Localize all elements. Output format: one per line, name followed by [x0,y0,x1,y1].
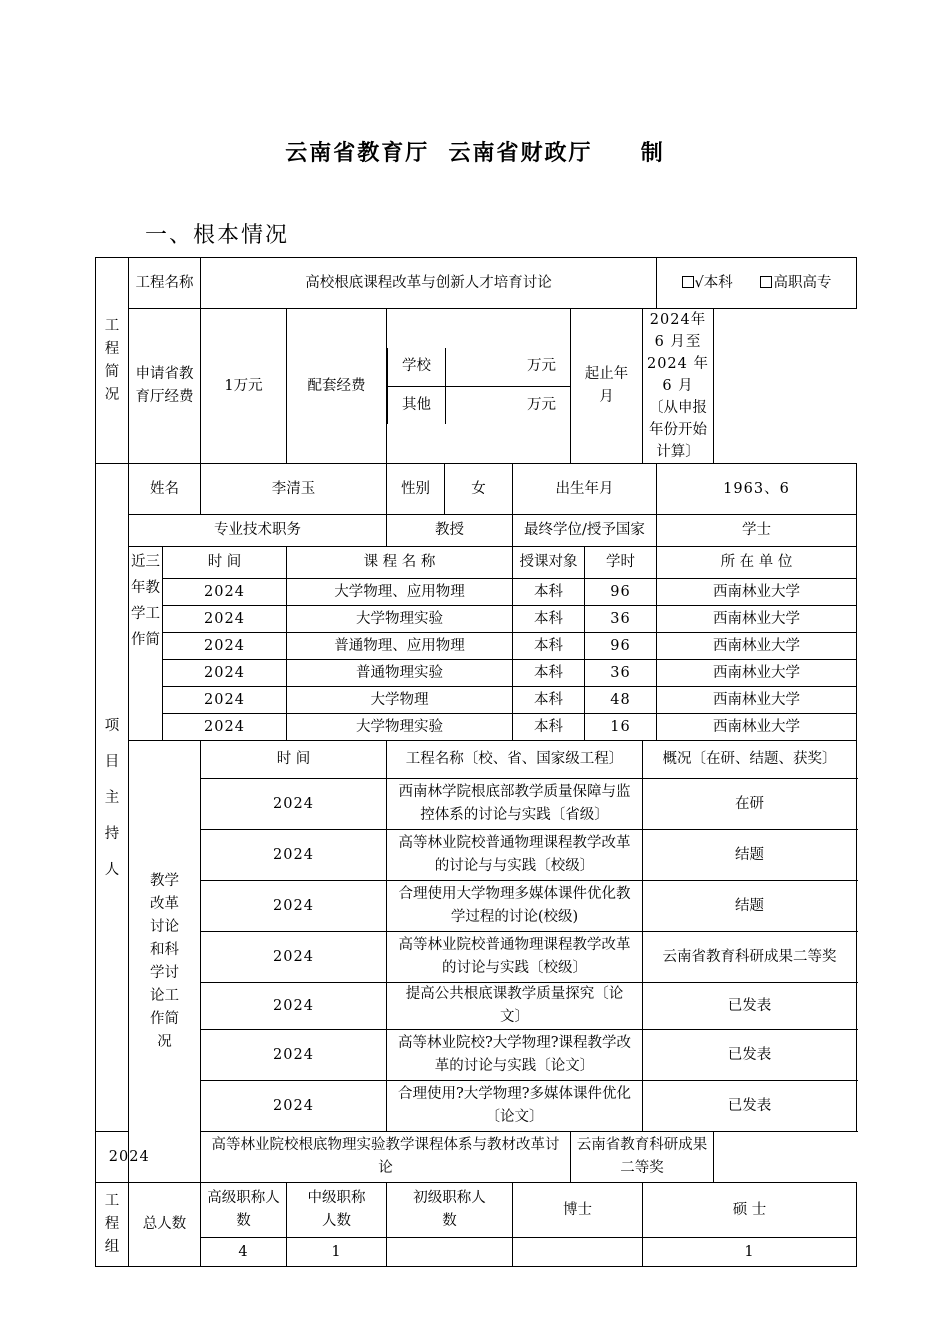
project-name-row [96,258,857,309]
project-name-value: 高校根底课程改革与创新人才培育讨论 [201,258,657,309]
teaching-unit: 西南林业大学 [657,660,857,687]
team-group-label: 工程组 [96,1183,129,1267]
teaching-header-hours: 学时 [585,547,657,579]
teaching-hours: 36 [585,606,657,633]
teaching-time: 2024 [163,687,287,714]
teaching-header-row [96,547,857,579]
teaching-header-time: 时 间 [163,547,287,579]
research-status: 已发表 [643,1030,857,1081]
document-title: 云南省教育厅 云南省财政厅 制 [285,140,665,166]
teaching-hours: 48 [585,687,657,714]
research-status: 已发表 [643,1081,857,1132]
research-time: 2024 [201,830,387,881]
teaching-header-audience: 授课对象 [513,547,585,579]
research-status: 结题 [643,830,857,881]
team-header-row [96,1183,857,1238]
team-value-row [96,1238,857,1267]
research-status: 云南省教育科研成果二等奖 [571,1132,714,1183]
research-project: 提高公共根底课教学质量探究〔论文〕 [387,983,643,1030]
teaching-time: 2024 [163,633,287,660]
team-junior-count [387,1238,513,1267]
host-group-label: 项目主持人 [96,464,129,1132]
other-value: 万元 [446,386,571,424]
host-title-row [96,515,857,547]
table-row [96,606,857,633]
teaching-course: 大学物理实验 [287,714,513,741]
teaching-unit: 西南林业大学 [657,714,857,741]
research-project: 高等林业院校根底物理实验教学课程体系与教材改革讨论 [201,1132,571,1183]
table-row [96,1030,857,1081]
research-project: 西南林学院根底部教学质量保障与监控体系的讨论与实践〔省级〕 [387,779,643,830]
research-project: 合理使用?大学物理?多媒体课件优化〔论文〕 [387,1081,643,1132]
teaching-audience: 本科 [513,579,585,606]
research-time: 2024 [201,983,387,1030]
research-header-project: 工程名称〔校、省、国家级工程〕 [387,741,643,779]
degree-label: 最终学位/授予国家 [513,515,657,547]
project-name-label: 工程名称 [129,258,201,309]
host-name-row [96,464,857,515]
checkbox-vocational[interactable] [760,276,772,288]
research-header-time: 时 间 [201,741,387,779]
teaching-unit: 西南林业大学 [657,579,857,606]
gender-value: 女 [445,464,513,515]
team-total-label: 总人数 [129,1183,201,1267]
team-header-senior: 高级职称人数 [201,1183,287,1238]
table-row [96,830,857,881]
table-row [96,983,857,1030]
teaching-time: 2024 [163,579,287,606]
research-status: 已发表 [643,983,857,1030]
team-middle-count: 1 [287,1238,387,1267]
research-project: 高等林业院校普通物理课程教学改革的讨论与与实践〔校级〕 [387,830,643,881]
title-label: 专业技术职务 [129,515,387,547]
match-fund-label: 配套经费 [287,309,387,464]
teaching-audience: 本科 [513,714,585,741]
team-senior-count: 4 [201,1238,287,1267]
teaching-unit: 西南林业大学 [657,687,857,714]
teaching-audience: 本科 [513,606,585,633]
teaching-hours: 36 [585,660,657,687]
fund-value: 1万元 [201,309,287,464]
research-project: 高等林业院校普通物理课程教学改革的讨论与实践〔校级〕 [387,932,643,983]
teaching-hours: 16 [585,714,657,741]
teaching-section-label: 近三年教学工作简 [129,547,163,741]
period-value: 2024年 6 月至 2024 年6 月 〔从申报年份开始计算〕 [643,309,714,464]
title-value: 教授 [387,515,513,547]
team-phd-count [513,1238,643,1267]
degree-value: 学士 [657,515,857,547]
research-status: 结题 [643,881,857,932]
team-master-count: 1 [643,1238,857,1267]
teaching-unit: 西南林业大学 [657,633,857,660]
host-name-label: 姓名 [129,464,201,515]
teaching-hours: 96 [585,579,657,606]
section-heading: 一、根本情况 [145,223,290,248]
table-row [96,660,857,687]
table-row [96,633,857,660]
teaching-time: 2024 [163,606,287,633]
level-options: √本科 高职高专 [657,258,857,309]
research-time: 2024 [201,1081,387,1132]
basic-info-table [95,257,857,1267]
table-row [96,1132,857,1183]
table-row [96,881,857,932]
table-row [96,579,857,606]
research-status: 云南省教育科研成果二等奖 [643,932,857,983]
teaching-audience: 本科 [513,633,585,660]
research-header-row [96,741,857,779]
research-status: 在研 [643,779,857,830]
research-project: 高等林业院校?大学物理?课程教学改革的讨论与实践〔论文〕 [387,1030,643,1081]
gender-label: 性别 [387,464,445,515]
teaching-course: 普通物理实验 [287,660,513,687]
team-header-phd: 博士 [513,1183,643,1238]
research-time: 2024 [96,1132,163,1183]
project-fund-row [96,309,857,464]
team-header-master: 硕 士 [643,1183,857,1238]
teaching-header-course: 课 程 名 称 [287,547,513,579]
research-project: 合理使用大学物理多媒体课件优化教学过程的讨论(校级) [387,881,643,932]
teaching-course: 大学物理、应用物理 [287,579,513,606]
teaching-unit: 西南林业大学 [657,606,857,633]
teaching-course: 大学物理实验 [287,606,513,633]
table-row [96,932,857,983]
team-header-junior: 初级职称人数 [387,1183,513,1238]
teaching-course: 普通物理、应用物理 [287,633,513,660]
period-label: 起止年月 [571,309,643,464]
school-value: 万元 [446,348,571,386]
host-name-value: 李清玉 [201,464,387,515]
teaching-header-unit: 所 在 单 位 [657,547,857,579]
other-label: 其他 [388,386,446,424]
research-section-label: 教学改革讨论和科学讨论工作简况 [129,741,201,1183]
research-time: 2024 [201,881,387,932]
team-header-middle: 中级职称人数 [287,1183,387,1238]
teaching-time: 2024 [163,660,287,687]
table-row [96,1081,857,1132]
teaching-time: 2024 [163,714,287,741]
research-header-status: 概况〔在研、结题、获奖〕 [643,741,857,779]
birth-value: 1963、6 [657,464,857,515]
teaching-audience: 本科 [513,660,585,687]
table-row [96,779,857,830]
birth-label: 出生年月 [513,464,657,515]
checkbox-undergrad[interactable] [682,276,694,288]
fund-label: 申请省教育厅经费 [129,309,201,464]
research-time: 2024 [201,779,387,830]
research-time: 2024 [201,932,387,983]
teaching-audience: 本科 [513,687,585,714]
teaching-hours: 96 [585,633,657,660]
project-group-label: 工程简况 [96,258,129,464]
school-label: 学校 [388,348,446,386]
teaching-course: 大学物理 [287,687,513,714]
research-time: 2024 [201,1030,387,1081]
table-row [96,687,857,714]
table-row [96,714,857,741]
